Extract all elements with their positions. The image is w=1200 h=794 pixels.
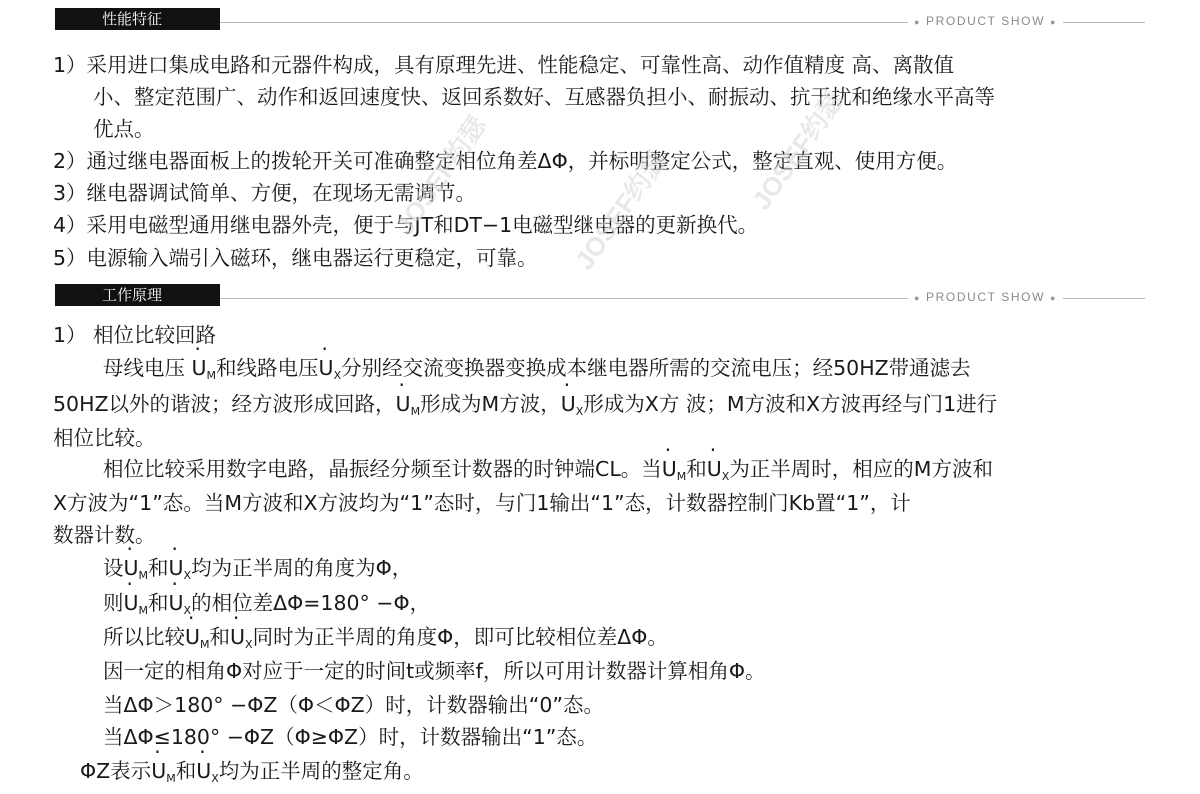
watermark: JOSEF约瑟 xyxy=(389,110,493,241)
formula-line: 所以比较· $U_M$和· $U_X$同时为正半周的角度Φ，即可比较相位差ΔΦ。 xyxy=(103,622,668,660)
feature-line: 4）采用电磁型通用继电器外壳，便于与JT和DT−1电磁型继电器的更新换代。 xyxy=(53,213,759,237)
feature-line: 1）采用进口集成电路和元器件构成，具有原理先进、性能稳定、可靠性高、动作值精度 高、离散值 xyxy=(53,53,955,77)
formula-line: 当ΔΦ≤180° −ΦZ（Φ≥ΦZ）时，计数器输出“1”态。 xyxy=(103,725,598,749)
product-show-label: ● PRODUCT SHOW ● xyxy=(908,289,1063,305)
paragraph-line: 母线电压 · $U_M$和线路电压· $U_X$分别经交流变换器变换成本继电器所需的交流电压；经50HZ带通滤去 xyxy=(103,353,971,391)
feature-line: 小、整定范围广、动作和返回速度快、返回系数好、互感器负担小、耐振动、抗干扰和绝缘水平高等 xyxy=(93,85,995,109)
section-title: 性能特征 xyxy=(55,8,220,30)
formula-line: 因一定的相角Φ对应于一定的时间t或频率f，所以可用计数器计算相角Φ。 xyxy=(103,659,766,683)
feature-line: 优点。 xyxy=(93,117,155,141)
divider xyxy=(1067,298,1145,299)
principle-heading: 1） 相位比较回路 xyxy=(53,323,217,347)
paragraph-line: 相位比较采用数字电路，晶振经分频至计数器的时钟端CL。当· $U_M$和· $U_X$为正半周时，相应的M方波和 xyxy=(103,454,993,492)
divider xyxy=(1067,22,1145,23)
formula-line: ΦZ表示· $U_M$和· $U_X$均为正半周的整定角。 xyxy=(80,756,424,794)
formula-line: 则· $U_M$和· $U_X$的相位差ΔΦ=180° −Φ， xyxy=(103,588,430,626)
feature-line: 2）通过继电器面板上的拨轮开关可准确整定相位角差ΔΦ，并标明整定公式，整定直观、使用方便。 xyxy=(53,149,958,173)
formula-line: 设· $U_M$和· $U_X$均为正半周的角度为Φ， xyxy=(103,553,412,591)
section-header-principle xyxy=(55,284,1145,306)
section-header-features xyxy=(55,8,1145,30)
formula-line: 当ΔΦ＞180° −ΦZ（Φ＜ΦZ）时，计数器输出“0”态。 xyxy=(103,693,605,717)
product-show-label: ● PRODUCT SHOW ● xyxy=(908,13,1063,29)
paragraph-line: 数器计数。 xyxy=(53,523,156,547)
paragraph-line: 50HZ以外的谐波；经方波形成回路，· $U_M$形成为M方波，· $U_X$形成为X方 波；M方波和X方波再经与门1进行 xyxy=(53,389,997,427)
paragraph-line: 相位比较。 xyxy=(53,426,156,450)
watermark: JOSEF约瑟 xyxy=(569,145,673,276)
feature-line: 3）继电器调试简单、方便，在现场无需调节。 xyxy=(53,181,477,205)
paragraph-line: X方波为“1”态。当M方波和X方波均为“1”态时，与门1输出“1”态，计数器控制门Kb置“1”，计 xyxy=(53,491,911,515)
watermark: JOSEF约瑟 xyxy=(746,85,850,216)
feature-line: 5）电源输入端引入磁环，继电器运行更稳定，可靠。 xyxy=(53,246,538,270)
section-title: 工作原理 xyxy=(55,284,220,306)
